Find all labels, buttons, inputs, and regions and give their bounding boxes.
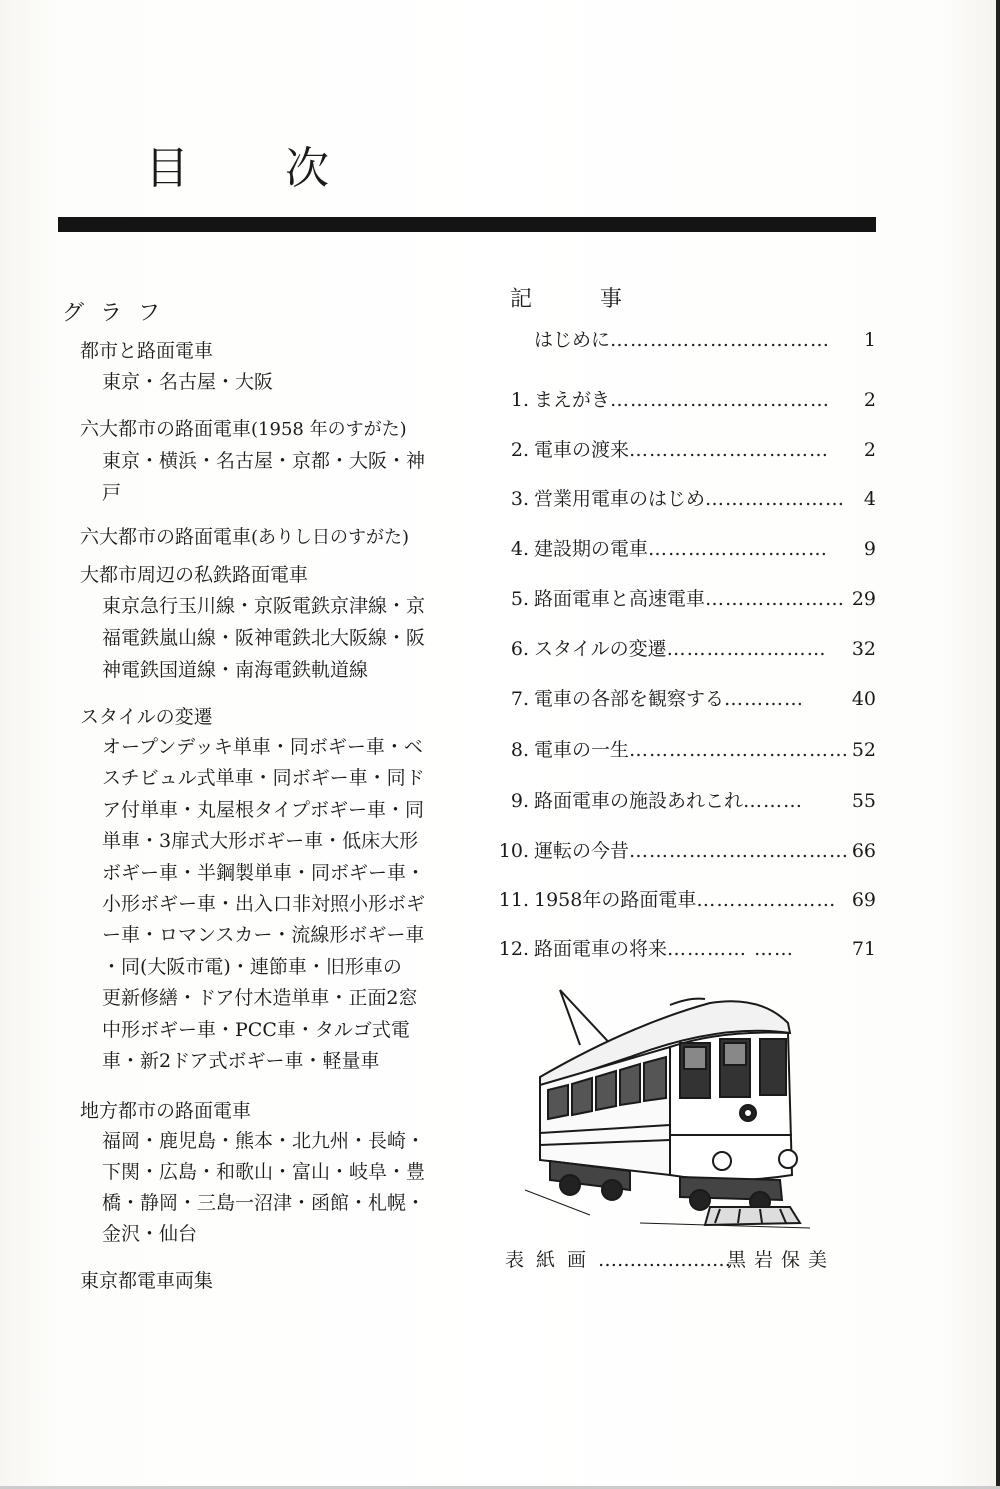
graph-section-subtitle: (ありし日のすがた)	[251, 527, 410, 548]
toc-leader-dots: ……………………	[666, 638, 827, 660]
graph-section-title: スタイルの変遷	[80, 706, 213, 728]
toc-entry-number: 11.	[498, 889, 529, 911]
toc-entry[interactable]	[484, 482, 876, 516]
toc-entry[interactable]	[484, 682, 876, 716]
graph-section-subtitle: (1958 年のすがた)	[251, 419, 407, 440]
toc-entry-title: 路面電車の施設あれこれ	[534, 790, 744, 812]
graph-section-body	[80, 590, 457, 686]
toc-entry-title: はじめに	[534, 329, 611, 351]
toc-entry-title: 路面電車と高速電車	[534, 588, 706, 610]
graph-section-line: オープンデッキ単車・同ボギー車・ベ	[102, 736, 423, 758]
toc-entry[interactable]	[484, 323, 876, 357]
toc-entry[interactable]	[484, 532, 876, 566]
toc-entry-number: 12.	[498, 938, 529, 960]
page-edge-shadow	[996, 0, 1000, 1489]
graph-section	[80, 1266, 480, 1296]
graph-section-title: 都市と路面電車	[80, 340, 214, 362]
toc-entry-page: 2	[863, 439, 876, 461]
toc-leader-dots: …………………	[696, 889, 837, 911]
graph-section-line: 東京・横浜・名古屋・京都・大阪・神	[102, 450, 426, 472]
graph-section	[80, 702, 480, 1077]
toc-entry-page: 1	[863, 329, 876, 351]
toc-entry-number: 1.	[510, 389, 529, 411]
graph-section-line: ボギー車・半鋼製単車・同ボギー車・	[102, 861, 426, 884]
toc-entry[interactable]	[484, 733, 876, 767]
toc-entry-page: 2	[863, 389, 876, 411]
graph-section-line: 中形ボギー車・PCC車・タルゴ式電	[102, 1018, 410, 1041]
page-title-char-2: 次	[285, 143, 329, 194]
toc-entry-number: 2.	[510, 439, 529, 461]
toc-entry-number: 10.	[498, 840, 529, 862]
toc-leader-dots: ………… ……	[667, 938, 795, 960]
graph-section-title: 東京都電車両集	[80, 1270, 214, 1292]
graph-heading: グラフ	[62, 301, 177, 326]
articles-heading-char-1: 記	[510, 287, 533, 312]
graph-section-line: 単車・3扉式大形ボギー車・低床大形	[102, 830, 419, 853]
toc-entry[interactable]	[484, 834, 876, 868]
graph-section-line: 福岡・鹿児島・熊本・北九州・長崎・	[102, 1130, 426, 1152]
toc-entry[interactable]	[484, 433, 876, 467]
graph-section-line: 橋・静岡・三島一沼津・函館・札幌・	[102, 1192, 426, 1214]
cover-credit-artist: 黒岩保美	[727, 1249, 836, 1271]
graph-section-line: 東京急行玉川線・京阪電鉄京津線・京	[102, 595, 426, 617]
graph-section-title: 大都市周辺の私鉄路面電車	[80, 564, 309, 586]
articles-heading-char-2: 事	[600, 287, 623, 312]
toc-entry-title: 営業用電車のはじめ	[534, 488, 706, 510]
toc-entry-page: 9	[863, 538, 876, 560]
toc-entry-number: 9.	[510, 790, 529, 812]
graph-section-line: ー車・ロマンスカー・流線形ボギー車	[102, 924, 425, 947]
toc-entry-title: 1958年の路面電車	[534, 889, 697, 911]
toc-leader-dots: ……………………………	[629, 840, 850, 862]
page-title-char-1: 目	[145, 143, 189, 194]
toc-leader-dots: …………………	[705, 488, 846, 510]
graph-section-line: 車・新2ドア式ボギー車・軽量車	[102, 1050, 380, 1073]
toc-entry-number: 3.	[510, 488, 529, 510]
graph-section	[80, 522, 480, 553]
graph-section-body	[80, 445, 457, 509]
graph-section-title: 六大都市の路面電車	[80, 526, 252, 548]
toc-entry-page: 40	[851, 688, 876, 710]
toc-entry-number: 5.	[510, 588, 529, 610]
toc-leader-dots: ……………………………	[610, 329, 831, 351]
toc-entry-title: 運転の今昔	[534, 840, 630, 862]
tram-illustration	[520, 985, 810, 1230]
toc-entry-page: 32	[851, 638, 876, 660]
graph-section	[80, 560, 480, 686]
toc-entry-page: 4	[863, 488, 876, 510]
toc-entry[interactable]	[484, 582, 876, 616]
toc-entry-title: まえがき	[534, 389, 611, 411]
graph-section-line: スチビュル式単車・同ボギー車・同ド	[102, 767, 425, 790]
graph-section-line: 東京・名古屋・大阪	[102, 371, 274, 393]
toc-entry-title: 路面電車の将来	[534, 938, 668, 960]
graph-section	[80, 414, 480, 509]
toc-entry-page: 29	[851, 588, 876, 610]
toc-leader-dots: ………………………	[648, 538, 829, 560]
toc-leader-dots: ……………………………	[629, 739, 850, 761]
toc-entry-number: 7.	[510, 688, 529, 710]
toc-entry[interactable]	[484, 784, 876, 818]
graph-section-line: ア付単車・丸屋根タイプボギー車・同	[102, 798, 425, 821]
toc-entry-title: スタイルの変遷	[534, 638, 667, 660]
toc-entry[interactable]	[484, 632, 876, 666]
graph-section-line: 更新修繕・ドア付木造単車・正面2窓	[102, 987, 418, 1010]
toc-entry[interactable]	[484, 383, 876, 417]
toc-leader-dots: …………………	[705, 588, 846, 610]
toc-entry[interactable]	[484, 883, 876, 917]
graph-section	[80, 1096, 480, 1250]
toc-entry-page: 71	[851, 938, 876, 960]
cover-credit-dots: …………………	[598, 1249, 732, 1271]
toc-entry-page: 66	[851, 840, 876, 862]
toc-leader-dots: …………………………	[629, 439, 830, 461]
toc-entry-page: 52	[851, 739, 876, 761]
graph-section-title: 地方都市の路面電車	[80, 1100, 252, 1122]
graph-section-body	[80, 732, 457, 1077]
toc-entry-title: 電車の一生	[534, 739, 630, 761]
graph-section-line: 戸	[102, 482, 122, 504]
toc-leader-dots: ………	[743, 790, 804, 812]
toc-entry-title: 建設期の電車	[534, 538, 649, 560]
graph-section-line: 福電鉄嵐山線・阪神電鉄北大阪線・阪	[102, 627, 426, 649]
toc-entry-page: 55	[851, 790, 876, 812]
toc-entry-number: 4.	[510, 538, 529, 560]
graph-section-line: 小形ボギー車・出入口非対照小形ボギ	[102, 893, 426, 916]
toc-entry-page: 69	[851, 889, 876, 911]
toc-leader-dots: ……………………………	[610, 389, 831, 411]
toc-entry[interactable]	[484, 932, 876, 966]
graph-section-body	[80, 366, 457, 398]
graph-section	[80, 336, 480, 398]
graph-section-line: 神電鉄国道線・南海電鉄軌道線	[102, 659, 369, 681]
graph-section-line: 下関・広島・和歌山・富山・岐阜・豊	[102, 1161, 426, 1183]
graph-section-title: 六大都市の路面電車	[80, 418, 252, 440]
title-rule	[58, 217, 876, 232]
graph-section-line: ・同(大阪市電)・連節車・旧形車の	[102, 955, 402, 978]
cover-credit-label: 表紙画	[505, 1249, 599, 1271]
toc-entry-number: 6.	[510, 638, 529, 660]
cover-credit	[505, 1245, 865, 1272]
graph-section-body	[80, 1126, 457, 1250]
graph-section-line: 金沢・仙台	[102, 1223, 198, 1245]
toc-entry-title: 電車の各部を観察する	[534, 688, 725, 710]
toc-entry-number: 8.	[510, 739, 529, 761]
toc-entry-title: 電車の渡来	[534, 439, 630, 461]
toc-leader-dots: …………	[724, 688, 805, 710]
